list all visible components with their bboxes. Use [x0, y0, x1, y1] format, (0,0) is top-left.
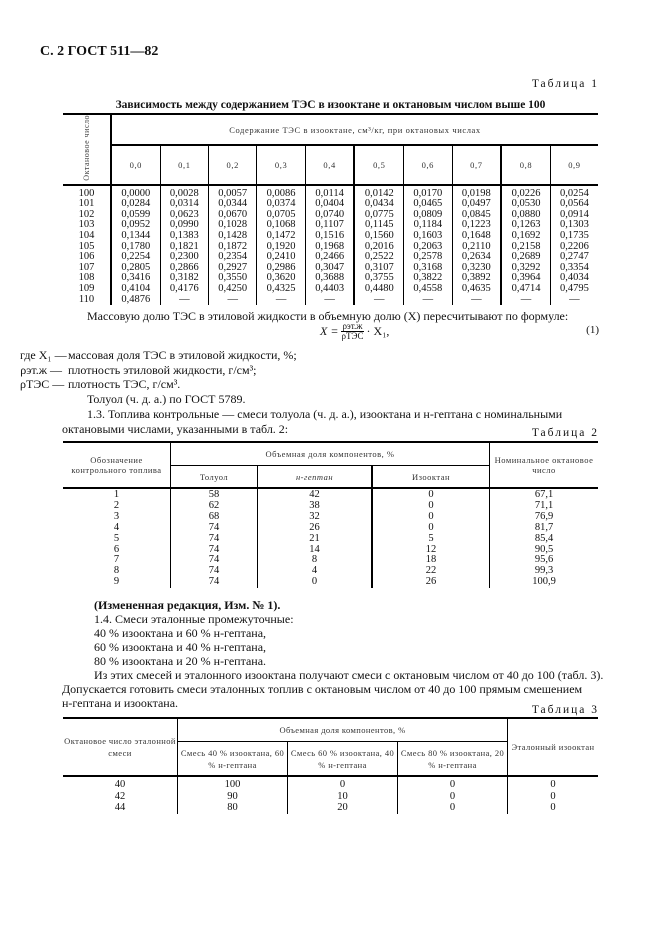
tes-content-cell: 0,2866 [160, 263, 208, 274]
table-row [63, 545, 598, 556]
tes-content-cell: 0,1603 [404, 231, 452, 242]
tes-content-cell: 0,4876 [111, 295, 160, 306]
table2-cell: 4 [258, 566, 372, 577]
tes-content-cell: 0,0740 [305, 210, 354, 221]
table3-col-mix80: Смесь 80 % изооктана, 20 % н-гептана [398, 742, 508, 777]
tes-content-cell: 0,0705 [257, 210, 305, 221]
table3-cell: 0 [288, 776, 398, 791]
table2-cell: 38 [258, 501, 372, 512]
table3-cell: 44 [63, 802, 178, 814]
table2-cell: 74 [171, 555, 258, 566]
table2-cell: 74 [171, 577, 258, 588]
table2-cell: 100,9 [532, 576, 556, 588]
table-row [63, 802, 598, 814]
table-row [63, 534, 598, 545]
table2-cell: 3 [63, 512, 171, 523]
table3-col-mix40: Смесь 40 % изооктана, 60 % н-гептана [178, 742, 288, 777]
tes-content-cell: 0,3964 [501, 273, 550, 284]
table2-cell: 99,3 [534, 565, 554, 577]
legend-rho-etzh: ρэт.ж — плотность этиловой жидкости, г/см³; [20, 363, 257, 377]
formula-fraction: $\frac{\text{ρэт.ж}}{\text{ρТЭС}}$ [341, 321, 364, 341]
tes-content-cell: 0,0465 [404, 199, 452, 210]
table1-col-header: 0,5 [354, 145, 403, 184]
table2-cell: 85,4 [534, 532, 554, 544]
table1-col-header: 0,9 [550, 145, 598, 184]
tes-content-cell: 0,2747 [559, 251, 589, 263]
table2-cell: 5 [372, 534, 490, 545]
table2-cell: 67,1 [534, 489, 554, 500]
table2-col-designation: Обозначение контрольного топлива [63, 442, 171, 488]
tes-content-cell: 0,2466 [305, 252, 354, 263]
tes-content-cell: 0,0226 [501, 185, 550, 200]
table2-cell: 0 [372, 512, 490, 523]
tes-content-cell: 0,1428 [209, 231, 257, 242]
tes-content-cell: 0,1872 [209, 242, 257, 253]
tes-content-cell: 0,1920 [257, 242, 305, 253]
table1-col-header: 0,8 [501, 145, 550, 184]
tes-content-cell: 0,0198 [452, 185, 501, 200]
tes-content-cell: 0,3107 [354, 263, 403, 274]
table2-cell: 8 [258, 555, 372, 566]
table2-cell: 71,1 [534, 499, 554, 511]
table3-cell: 42 [63, 791, 178, 803]
tes-content-cell: 0,2354 [209, 252, 257, 263]
tes-content-cell: 0,4480 [354, 284, 403, 295]
table1-title: Зависимость между содержанием ТЭС в изооктане и октановым числом выше 100 [115, 99, 546, 111]
tes-content-cell: 0,2158 [501, 242, 550, 253]
octane-number-cell: 103 [63, 220, 111, 231]
tes-content-cell: 0,0670 [209, 210, 257, 221]
paragraph-1-4: 1.4. Смеси эталонные промежуточные: [94, 612, 294, 626]
table2-col-toluene: Толуол [171, 466, 258, 489]
octane-number-cell: 110 [63, 295, 111, 306]
table3-col-mix60: Смесь 60 % изооктана, 40 % н-гептана [288, 742, 398, 777]
tes-content-cell: 0,4104 [111, 284, 160, 295]
table2-cell: 21 [258, 534, 372, 545]
tes-content-cell: — [305, 295, 354, 306]
tes-content-cell: 0,2410 [257, 252, 305, 263]
tes-content-cell: 0,3416 [111, 273, 160, 284]
table3-cell: 0 [550, 790, 556, 802]
tes-content-cell: — [452, 295, 501, 306]
tes-content-cell: 0,0564 [559, 198, 589, 210]
table2-cell: 68 [171, 512, 258, 523]
tes-content-cell: 0,2300 [160, 252, 208, 263]
tes-content-cell: 0,4635 [452, 284, 501, 295]
table2-cell: 26 [258, 523, 372, 534]
table1-col-header: 0,2 [209, 145, 257, 184]
tes-content-cell: 0,1184 [404, 220, 452, 231]
table2-cell: 76,9 [534, 510, 554, 522]
mix-80-20: 80 % изооктана и 20 % н-гептана. [94, 654, 267, 668]
table1-label: Таблица 1 [531, 78, 599, 90]
tes-content-cell: 0,1107 [305, 220, 354, 231]
tes-content-cell: 0,4325 [257, 284, 305, 295]
page-header: С. 2 ГОСТ 511—82 [40, 44, 159, 59]
table2-cell: 74 [171, 545, 258, 556]
tes-content-cell: 0,0990 [160, 220, 208, 231]
tes-content-cell: 0,0086 [257, 185, 305, 200]
tes-content-cell: 0,0142 [354, 185, 403, 200]
table2 [63, 441, 598, 588]
table1-col-header: 0,0 [111, 145, 160, 184]
table2-cell: 74 [171, 566, 258, 577]
tes-content-cell: 0,0314 [160, 199, 208, 210]
paragraph-1-3-line1: 1.3. Топлива контрольные — смеси толуола (ч. д. а.), изооктана и н-гептана с номинальными [87, 407, 563, 421]
table2-col-heptane: н-гептан [258, 466, 372, 489]
table3-cell: 10 [288, 791, 398, 803]
paragraph-mixtures-line1: Из этих смесей и эталонного изооктана получают смеси с октановым числом от 40 до 100 (табл. 3). [94, 668, 604, 682]
table-row [63, 523, 598, 534]
table2-cell: 95,6 [534, 554, 554, 566]
octane-number-cell: 102 [63, 210, 111, 221]
table2-cell: 8 [63, 566, 171, 577]
tes-content-cell: 0,0374 [257, 199, 305, 210]
tes-content-cell: 0,2110 [452, 242, 501, 253]
tes-content-cell: 0,1648 [452, 231, 501, 242]
mix-60-40: 60 % изооктана и 40 % н-гептана, [94, 640, 267, 654]
tes-content-cell: — [404, 295, 452, 306]
tes-content-cell: 0,2634 [452, 252, 501, 263]
tes-content-cell: 0,4558 [404, 284, 452, 295]
table2-cell: 58 [171, 488, 258, 501]
legend-x1: где X₁ —массовая доля ТЭС в этиловой жидкости, %; [20, 348, 297, 362]
table2-cell: 7 [63, 555, 171, 566]
tes-content-cell: 0,2522 [354, 252, 403, 263]
table1-col-header: 0,1 [160, 145, 208, 184]
tes-content-cell: 0,2254 [111, 252, 160, 263]
table2-cell: 5 [63, 534, 171, 545]
tes-content-cell: 0,1821 [160, 242, 208, 253]
table2-cell: 42 [258, 488, 372, 501]
octane-number-cell: 105 [63, 242, 111, 253]
table1-row-header: Октановое число [63, 114, 111, 185]
tes-content-cell: — [354, 295, 403, 306]
tes-content-cell: 0,1472 [257, 231, 305, 242]
table2-cell: 6 [63, 545, 171, 556]
table-row [63, 577, 598, 588]
table-row [63, 776, 598, 791]
tes-content-cell: 0,0254 [559, 187, 589, 199]
table3-cell: 80 [178, 802, 288, 814]
table3-cell: 0 [398, 802, 508, 814]
tes-content-cell: 0,3354 [559, 261, 589, 273]
table2-cell: 62 [171, 501, 258, 512]
octane-number-cell: 109 [63, 284, 111, 295]
tes-content-cell: 0,3620 [257, 273, 305, 284]
table-row [63, 488, 598, 501]
tes-content-cell: 0,0344 [209, 199, 257, 210]
tes-content-cell: 0,0530 [501, 199, 550, 210]
octane-number-cell: 100 [63, 185, 111, 200]
table2-cell: 81,7 [534, 521, 554, 533]
tes-content-cell: 0,2805 [111, 263, 160, 274]
table1-col-header: 0,4 [305, 145, 354, 184]
table2-col-octane: Номинальное октановое число [490, 442, 599, 488]
tes-content-cell: 0,0599 [111, 210, 160, 221]
tes-content-cell: — [257, 295, 305, 306]
amendment-note: (Измененная редакция, Изм. № 1). [94, 598, 281, 612]
tes-content-cell: 0,0404 [305, 199, 354, 210]
tes-content-cell: 0,2206 [559, 240, 589, 252]
paragraph-toluol: Толуол (ч. д. а.) по ГОСТ 5789. [87, 392, 246, 406]
table2-cell: 0 [258, 577, 372, 588]
table3-cell: 0 [398, 776, 508, 791]
tes-content-cell: — [569, 293, 580, 305]
tes-content-cell: 0,1068 [257, 220, 305, 231]
table1-col-header: 0,6 [404, 145, 452, 184]
table2-cell: 14 [258, 545, 372, 556]
tes-content-cell: 0,1560 [354, 231, 403, 242]
tes-content-cell: 0,4795 [559, 283, 589, 295]
legend-rho-tes: ρТЭС — плотность ТЭС, г/см³. [20, 377, 181, 391]
paragraph-mixtures-line2: Допускается готовить смеси эталонных топлив с октановым числом от 40 до 100 прямым смешением [62, 682, 583, 696]
table3 [63, 717, 598, 814]
tes-content-cell: 0,4714 [501, 284, 550, 295]
tes-content-cell: — [209, 295, 257, 306]
tes-content-cell: 0,1516 [305, 231, 354, 242]
table2-cell: 32 [258, 512, 372, 523]
tes-content-cell: 0,1263 [501, 220, 550, 231]
tes-content-cell: 0,3822 [404, 273, 452, 284]
tes-content-cell: — [160, 295, 208, 306]
tes-content-cell: 0,1303 [559, 219, 589, 231]
table3-cell: 0 [398, 791, 508, 803]
table2-label: Таблица 2 [531, 427, 599, 439]
tes-content-cell: 0,2063 [404, 242, 452, 253]
table2-col-isooctane: Изооктан [372, 466, 490, 489]
table2-cell: 9 [63, 577, 171, 588]
tes-content-cell: 0,1968 [305, 242, 354, 253]
tes-content-cell: 0,0114 [305, 185, 354, 200]
tes-content-cell: 0,2927 [209, 263, 257, 274]
table2-cell: 74 [171, 523, 258, 534]
formula-number: (1) [586, 324, 599, 336]
tes-content-cell: 0,3230 [452, 263, 501, 274]
tes-content-cell: 0,0000 [111, 185, 160, 200]
tes-content-cell: 0,0170 [404, 185, 452, 200]
table3-cell: 0 [550, 779, 556, 790]
table2-cell: 0 [372, 523, 490, 534]
table2-cell: 26 [372, 577, 490, 588]
tes-content-cell: 0,0880 [501, 210, 550, 221]
tes-content-cell: 0,1735 [559, 230, 589, 242]
paragraph-mixtures-line3: н-гептана и изооктана. [62, 696, 179, 710]
paragraph-1-3-line2: октановыми числами, указанными в табл. 2: [62, 422, 289, 436]
mix-40-60: 40 % изооктана и 60 % н-гептана, [94, 626, 267, 640]
tes-content-cell: 0,1028 [209, 220, 257, 231]
octane-number-cell: 107 [63, 263, 111, 274]
tes-content-cell: 0,2689 [501, 252, 550, 263]
tes-content-cell: 0,0497 [452, 199, 501, 210]
tes-content-cell: 0,1223 [452, 220, 501, 231]
table1-col-header: 0,7 [452, 145, 501, 184]
tes-content-cell: 0,0952 [111, 220, 160, 231]
formula-rhs: · X₁, [366, 324, 390, 338]
table2-span-header: Объемная доля компонентов, % [171, 442, 490, 466]
table-row [63, 512, 598, 523]
table3-cell: 0 [550, 802, 556, 813]
octane-number-cell: 108 [63, 273, 111, 284]
tes-content-cell: 0,1344 [111, 231, 160, 242]
tes-content-cell: 0,3168 [404, 263, 452, 274]
table2-cell: 22 [372, 566, 490, 577]
paragraph-conversion: Массовую долю ТЭС в этиловой жидкости в объемную долю (X) пересчитывают по формуле: [87, 309, 569, 323]
tes-content-cell: 0,0623 [160, 210, 208, 221]
tes-content-cell: 0,1383 [160, 231, 208, 242]
formula-1 [320, 322, 389, 341]
table2-cell: 2 [63, 501, 171, 512]
tes-content-cell: 0,1780 [111, 242, 160, 253]
tes-content-cell: 0,4176 [160, 284, 208, 295]
table3-cell: 20 [288, 802, 398, 814]
table-row [63, 555, 598, 566]
tes-content-cell: 0,4034 [559, 272, 589, 284]
table3-cell: 100 [178, 776, 288, 791]
tes-content-cell: 0,2578 [404, 252, 452, 263]
table2-cell: 1 [63, 488, 171, 501]
table1-span-header: Содержание ТЭС в изооктане, см³/кг, при октановых числах [111, 114, 598, 145]
table2-cell: 12 [372, 545, 490, 556]
table2-cell: 18 [372, 555, 490, 566]
tes-content-cell: 0,4250 [209, 284, 257, 295]
tes-content-cell: 0,1692 [501, 231, 550, 242]
table3-cell: 90 [178, 791, 288, 803]
table3-col-octane: Октановое число эталонной смеси [63, 718, 178, 776]
tes-content-cell: 0,4403 [305, 284, 354, 295]
table2-cell: 74 [171, 534, 258, 545]
tes-content-cell: 0,3688 [305, 273, 354, 284]
table3-span-header: Объемная доля компонентов, % [178, 718, 508, 742]
table3-label: Таблица 3 [531, 704, 599, 716]
octane-number-cell: 106 [63, 252, 111, 263]
table2-cell: 90,5 [534, 543, 554, 555]
table-row [63, 501, 598, 512]
table1 [63, 113, 598, 305]
table2-cell: 0 [372, 488, 490, 501]
tes-content-cell: 0,3047 [305, 263, 354, 274]
table1-col-header: 0,3 [257, 145, 305, 184]
tes-content-cell: 0,1145 [354, 220, 403, 231]
tes-content-cell: 0,0809 [404, 210, 452, 221]
tes-content-cell: 0,2016 [354, 242, 403, 253]
table2-cell: 0 [372, 501, 490, 512]
table3-col-reference-isooctane: Эталонный изооктан [508, 718, 599, 776]
tes-content-cell: 0,0845 [452, 210, 501, 221]
tes-content-cell: 0,0284 [111, 199, 160, 210]
tes-content-cell: 0,3182 [160, 273, 208, 284]
table-row [63, 791, 598, 803]
octane-number-cell: 101 [63, 199, 111, 210]
tes-content-cell: 0,3292 [501, 263, 550, 274]
formula-lhs: X = [320, 324, 339, 338]
table-row [63, 295, 598, 306]
tes-content-cell: 0,0057 [209, 185, 257, 200]
tes-content-cell: 0,0775 [354, 210, 403, 221]
tes-content-cell: 0,3755 [354, 273, 403, 284]
table3-cell: 40 [63, 776, 178, 791]
tes-content-cell: 0,0028 [160, 185, 208, 200]
tes-content-cell: 0,3550 [209, 273, 257, 284]
tes-content-cell: 0,3892 [452, 273, 501, 284]
tes-content-cell: — [501, 295, 550, 306]
tes-content-cell: 0,0914 [559, 208, 589, 220]
table-row [63, 566, 598, 577]
octane-number-cell: 104 [63, 231, 111, 242]
tes-content-cell: 0,0434 [354, 199, 403, 210]
tes-content-cell: 0,2986 [257, 263, 305, 274]
table2-cell: 4 [63, 523, 171, 534]
table-row [63, 185, 598, 200]
